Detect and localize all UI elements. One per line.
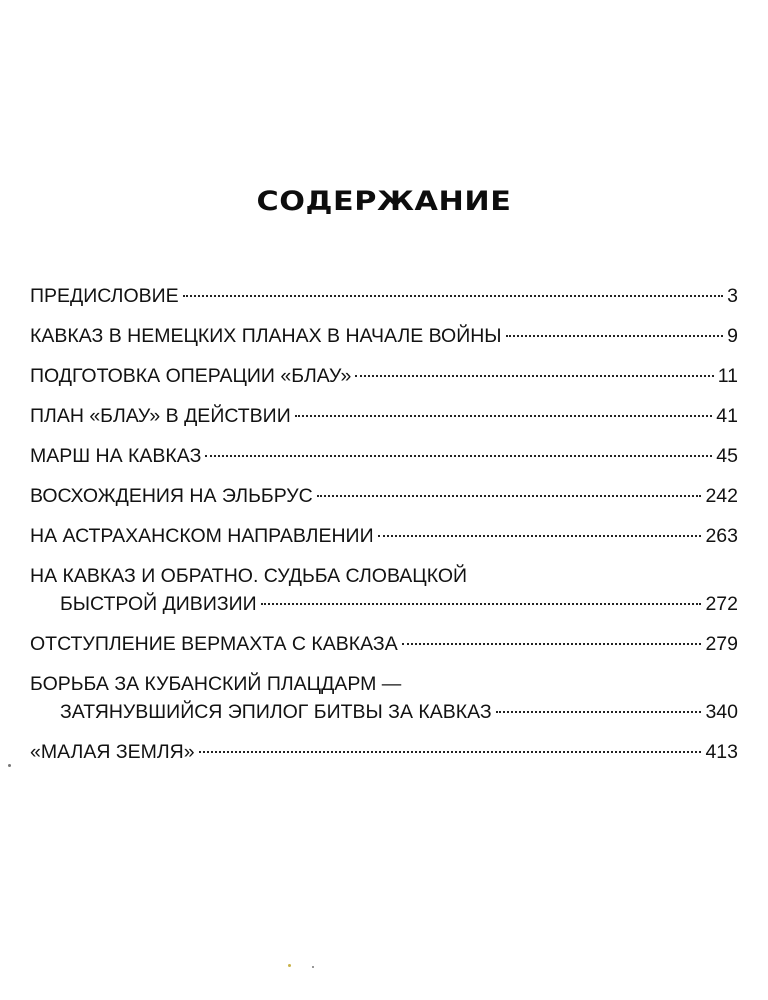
dot-leader (199, 751, 702, 753)
dot-leader (506, 335, 724, 337)
page-title: СОДЕРЖАНИЕ (256, 186, 512, 217)
toc-entry (30, 522, 738, 550)
toc-entry (30, 562, 738, 618)
toc-entry (30, 402, 738, 430)
dot-leader (378, 535, 702, 537)
scan-speck (288, 964, 291, 967)
dot-leader (183, 295, 723, 297)
toc-entry-title-line-1: НА КАВКАЗ И ОБРАТНО. СУДЬБА СЛОВАЦКОЙ (30, 565, 468, 587)
toc-entry-title: ВОСХОЖДЕНИЯ НА ЭЛЬБРУС (30, 485, 313, 507)
toc-entry (30, 442, 738, 470)
toc-page-number: 263 (705, 525, 738, 547)
toc-entry-title: ПОДГОТОВКА ОПЕРАЦИИ «БЛАУ» (30, 365, 352, 387)
dot-leader (295, 415, 713, 417)
table-of-contents (30, 282, 738, 778)
toc-page-number: 11 (717, 365, 738, 387)
toc-entry-title-line-2: БЫСТРОЙ ДИВИЗИИ (60, 593, 257, 615)
toc-page-number: 41 (716, 405, 738, 427)
dot-leader (402, 643, 702, 645)
toc-entry (30, 322, 738, 350)
toc-entry (30, 670, 738, 726)
dot-leader (355, 375, 713, 377)
dot-leader (496, 711, 702, 713)
toc-page-number: 272 (705, 593, 738, 615)
toc-page-number: 242 (705, 485, 738, 507)
toc-entry-title: МАРШ НА КАВКАЗ (30, 445, 202, 467)
toc-page-number: 9 (727, 325, 738, 347)
toc-entry-title: ПРЕДИСЛОВИЕ (30, 285, 179, 307)
toc-entry (30, 282, 738, 310)
dot-leader (205, 455, 712, 457)
scan-speck (8, 764, 11, 767)
toc-entry (30, 630, 738, 658)
toc-page-number: 413 (705, 741, 738, 763)
toc-entry-title: ОТСТУПЛЕНИЕ ВЕРМАХТА С КАВКАЗА (30, 633, 398, 655)
toc-entry (30, 362, 738, 390)
toc-entry-title: КАВКАЗ В НЕМЕЦКИХ ПЛАНАХ В НАЧАЛЕ ВОЙНЫ (30, 325, 502, 347)
dot-leader (317, 495, 702, 497)
toc-page-number: 279 (705, 633, 738, 655)
toc-entry (30, 738, 738, 766)
toc-entry-title-line-2: ЗАТЯНУВШИЙСЯ ЭПИЛОГ БИТВЫ ЗА КАВКАЗ (60, 701, 492, 723)
toc-page-number: 340 (705, 701, 738, 723)
scan-speck (312, 966, 314, 968)
dot-leader (261, 603, 702, 605)
toc-page-number: 3 (727, 285, 738, 307)
toc-entry-title: ПЛАН «БЛАУ» В ДЕЙСТВИИ (30, 405, 291, 427)
toc-entry-title: «МАЛАЯ ЗЕМЛЯ» (30, 741, 195, 763)
toc-entry-title-line-1: БОРЬБА ЗА КУБАНСКИЙ ПЛАЦДАРМ — (30, 673, 402, 695)
toc-entry-title: НА АСТРАХАНСКОМ НАПРАВЛЕНИИ (30, 525, 374, 547)
toc-page-number: 45 (716, 445, 738, 467)
toc-entry (30, 482, 738, 510)
